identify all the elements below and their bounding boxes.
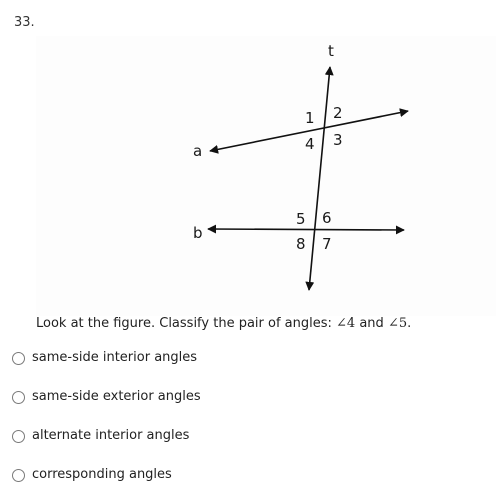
choice-same-side-interior[interactable] [12, 348, 482, 387]
radio-button[interactable] [12, 430, 25, 443]
prompt-text: Look at the figure. Classify the pair of angles: [36, 316, 332, 331]
parallel-lines-figure [36, 36, 496, 316]
choice-label[interactable]: corresponding angles [32, 467, 172, 482]
choice-label[interactable]: same-side interior angles [32, 350, 198, 365]
radio-button[interactable] [12, 352, 25, 365]
choice-same-side-exterior[interactable] [12, 387, 482, 426]
angle-label-5: 5 [296, 210, 306, 228]
transversal-label: t [328, 42, 334, 60]
answer-choices [12, 348, 482, 504]
line-b-label: b [193, 224, 203, 242]
radio-button[interactable] [12, 469, 25, 482]
angle-label-6: 6 [322, 209, 332, 227]
angle-label-7: 7 [322, 235, 332, 253]
question-number: 33. [14, 15, 35, 30]
angle-4-symbol: ∠4 [336, 316, 356, 331]
angle-label-3: 3 [333, 131, 343, 149]
angle-label-4: 4 [305, 135, 315, 153]
radio-button[interactable] [12, 391, 25, 404]
transversal-line-t [309, 67, 330, 290]
prompt-conjunction: and [359, 316, 384, 331]
choice-label[interactable]: alternate interior angles [32, 428, 190, 443]
choice-alternate-interior[interactable] [12, 426, 482, 465]
angle-label-1: 1 [305, 109, 315, 127]
line-a-label: a [193, 142, 203, 160]
figure-panel [36, 36, 496, 316]
angle-label-2: 2 [333, 104, 343, 122]
question-prompt [36, 316, 411, 331]
choice-corresponding[interactable] [12, 465, 482, 504]
prompt-period: . [407, 316, 412, 331]
angle-label-8: 8 [296, 235, 306, 253]
line-b [208, 229, 404, 230]
choice-label[interactable]: same-side exterior angles [32, 389, 201, 404]
angle-5-symbol: ∠5 [387, 316, 408, 331]
